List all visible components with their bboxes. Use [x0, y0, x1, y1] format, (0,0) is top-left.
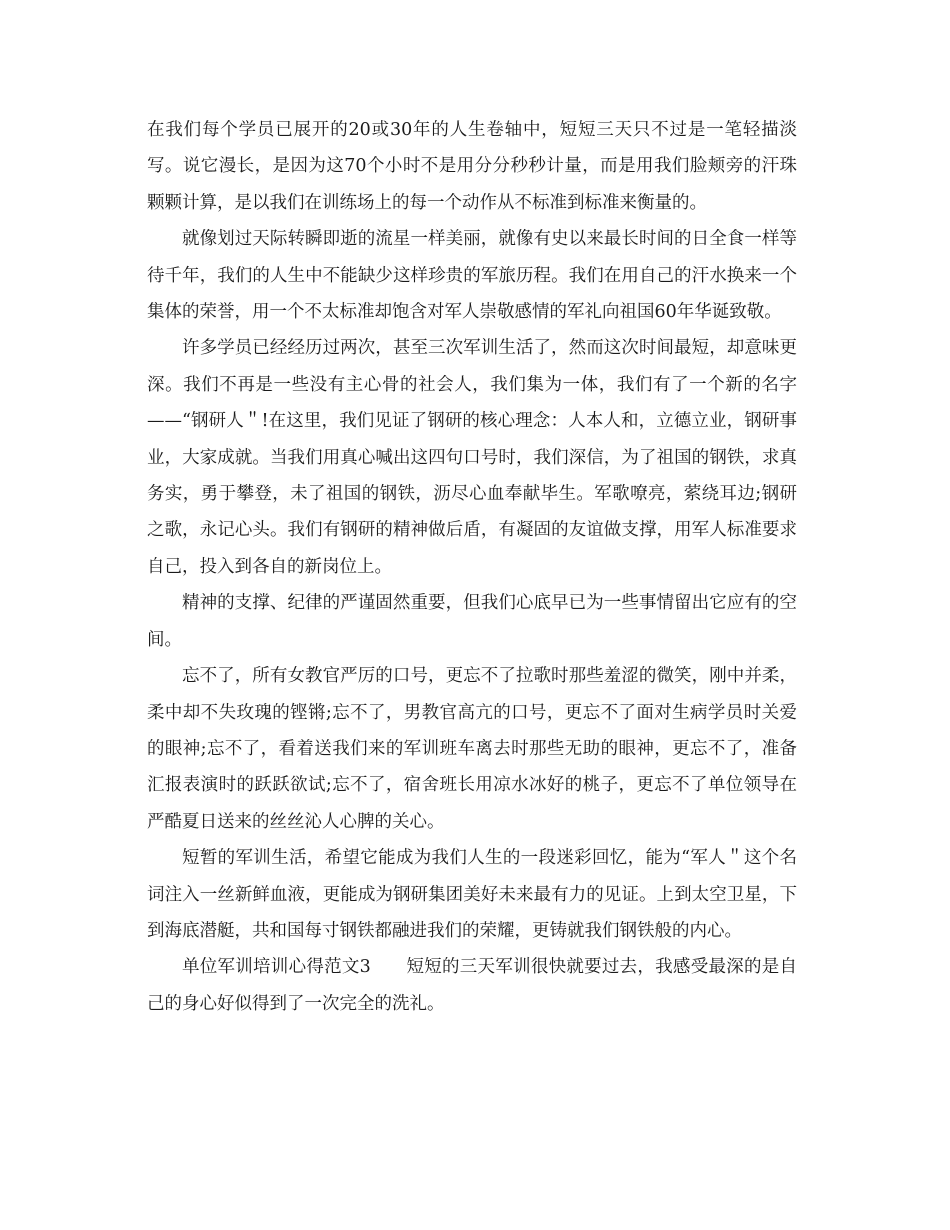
paragraph-2: 就像划过天际转瞬即逝的流星一样美丽，就像有史以来最长时间的日全食一样等待千年，我们的人生中不能缺少这样珍贵的军旅历程。我们在用自己的汗水换来一个集体的荣誉，用一个不太标准却饱含对军人崇敬感情的军礼向祖国60年华诞致敬。: [147, 229, 797, 323]
paragraph-7: 单位军训培训心得范文3 短短的三天军训很快就要过去，我感受最深的是自己的身心好似得到了一次完全的洗礼。: [147, 957, 797, 1014]
paragraph-6: 短暂的军训生活，希望它能成为我们人生的一段迷彩回忆，能为“军人＂这个名词注入一丝新鲜血液，更能成为钢研集团美好未来最有力的见证。上到太空卫星，下到海底潜艇，共和国每寸钢铁都融进我们的荣耀，更铸就我们钢铁般的内心。: [147, 848, 797, 941]
paragraph-1: 在我们每个学员已展开的20或30年的人生卷轴中，短短三天只不过是一笔轻描淡写。说它漫长，是因为这70个小时不是用分分秒秒计量，而是用我们脸颊旁的汗珠颗颗计算，是以我们在训练场上的每一个动作从不标准到标准来衡量的。: [147, 120, 797, 213]
paragraph-4: 精神的支撑、纪律的严谨固然重要，但我们心底早已为一些事情留出它应有的空间。: [147, 593, 797, 650]
paragraph-5: 忘不了，所有女教官严厉的口号，更忘不了拉歌时那些羞涩的微笑，刚中并柔，柔中却不失玫瑰的铿锵;忘不了，男教官高亢的口号，更忘不了面对生病学员时关爱的眼神;忘不了，看着送我们来的军训班车离去时那些无助的眼神，更忘不了，准备汇报表演时的跃跃欲试;忘不了，宿舍班长用凉水冰好的桃子，更忘不了单位领导在严酷夏日送来的丝丝沁人心脾的关心。: [147, 666, 797, 832]
document-body: [147, 112, 797, 1022]
paragraph-3: 许多学员已经经历过两次，甚至三次军训生活了，然而这次时间最短，却意味更深。我们不再是一些没有主心骨的社会人，我们集为一体，我们有了一个新的名字——“钢研人＂!在这里，我们见证了钢研的核心理念：人本人和，立德立业，钢研事业，大家成就。当我们用真心喊出这四句口号时，我们深信，为了祖国的钢铁，求真务实，勇于攀登，未了祖国的钢铁，沥尽心血奉献毕生。军歌嘹亮，萦绕耳边;钢研之歌，永记心头。我们有钢研的精神做后盾，有凝固的友谊做支撑，用军人标准要求自己，投入到各自的新岗位上。: [147, 338, 797, 577]
